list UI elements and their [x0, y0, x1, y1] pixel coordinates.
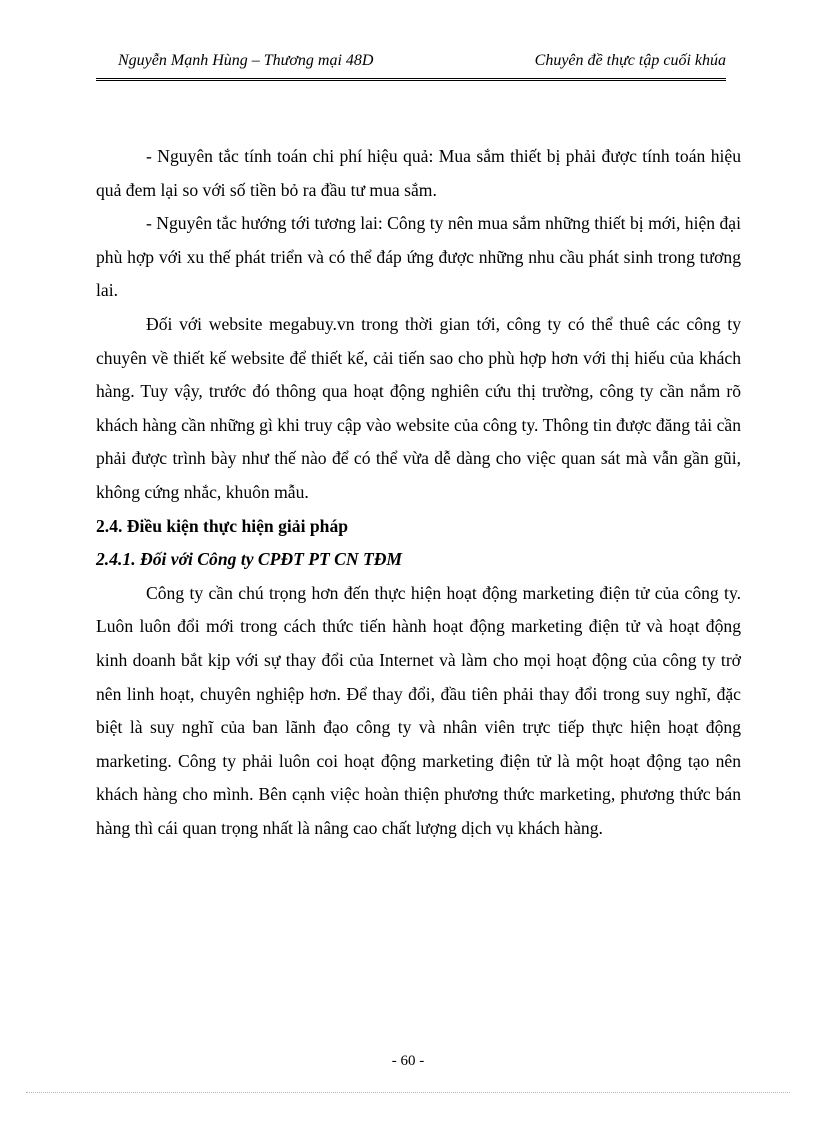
paragraph-website-megabuy: Đối với website megabuy.vn trong thời gian tới, công ty có thể thuê các công ty chuyên về thiết kế website để thiết kế, cải tiến sao cho phù hợp hơn với thị hiếu của khách hàng. Tuy vậy, trước đó thông qua hoạt động nghiên cứu thị trường, công ty cần nắm rõ khách hàng cần những gì khi truy cập vào website của công ty. Thông tin được đăng tải cần phải được trình bày như thế nào để có thể vừa dễ dàng cho việc quan sát mà vẫn gần gũi, không cứng nhắc, khuôn mẫu.	[96, 313, 741, 502]
paragraph-cost-efficiency-principle: - Nguyên tắc tính toán chi phí hiệu quả: Mua sắm thiết bị phải được tính toán hiệu quả đem lại so với số tiền bỏ ra đầu tư mua sắm.	[96, 146, 741, 200]
header-document-title: Chuyên đề thực tập cuối khúa	[534, 52, 726, 69]
page-bottom-divider	[26, 1092, 790, 1093]
paragraph-future-oriented-principle: - Nguyên tắc hướng tới tương lai: Công ty nên mua sắm những thiết bị mới, hiện đại phù hợp với xu thế phát triển và có thể đáp ứng được những nhu cầu phát sinh trong tương lai.	[96, 213, 741, 301]
page-number: - 60 -	[391, 1053, 425, 1069]
subsection-heading-2-4-1: 2.4.1. Đối với Công ty CPĐT PT CN TĐM	[96, 549, 403, 570]
page-header	[96, 46, 726, 81]
paragraph-company-marketing: Công ty cần chú trọng hơn đến thực hiện hoạt động marketing điện tử của công ty. Luôn luôn đổi mới trong cách thức tiến hành hoạt động marketing điện tử và hoạt động kinh doanh bắt kịp với sự thay đổi của Internet và làm cho mọi hoạt động của công ty trở nên linh hoạt, chuyên nghiệp hơn. Để thay đổi, đầu tiên phải thay đổi trong suy nghĩ, đặc biệt là suy nghĩ của ban lãnh đạo công ty và nhân viên trực tiếp thực hiện hoạt động marketing. Công ty phải luôn coi hoạt động marketing điện tử là một hoạt động tạo nên khách hàng cho mình. Bên cạnh việc hoàn thiện phương thức marketing, phương thức bán hàng thì cái quan trọng nhất là nâng cao chất lượng dịch vụ khách hàng.	[96, 582, 741, 838]
header-author: Nguyễn Mạnh Hùng – Thương mại 48D	[118, 52, 374, 69]
page-content	[96, 140, 741, 845]
section-heading-2-4: 2.4. Điều kiện thực hiện giải pháp	[96, 515, 349, 536]
